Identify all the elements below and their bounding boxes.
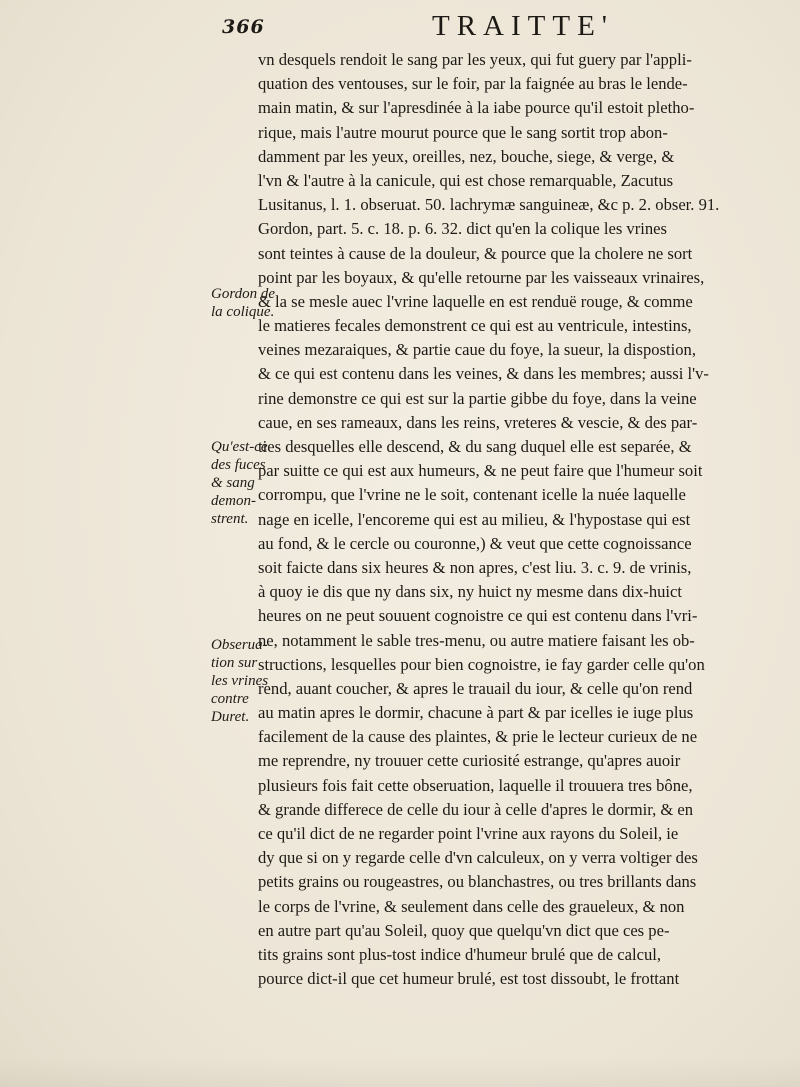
margin-note-line: Obserua-: [211, 637, 268, 653]
text-line: ties desquelles elle descend, & du sang duquel elle est separée, &: [258, 437, 692, 456]
margin-note-line: des fuces: [211, 457, 266, 473]
text-line: structions, lesquelles pour bien cognoistre, ie fay garder celle qu'on: [258, 654, 705, 674]
text-line: ce qu'il dict de ne regarder point l'vrine aux rayons du Soleil, ie: [258, 824, 679, 843]
text-line: facilement de la cause des plaintes, & prie le lecteur curieux de ne: [258, 727, 698, 747]
margin-note-line: Duret.: [211, 709, 250, 725]
text-line: main matin, & sur l'apresdinée à la iabe pource qu'il estoit pletho-: [258, 98, 695, 118]
text-line: le matieres fecales demonstrent ce qui est au ventricule, intestins,: [258, 316, 692, 336]
margin-note-gordon: [211, 285, 275, 321]
margin-note-line: demon-: [211, 493, 256, 509]
text-line: soit faicte dans six heures & non apres, c'est liu. 3. c. 9. de vrinis,: [258, 557, 692, 577]
text-line: veines mezaraiques, & partie caue du foye, la sueur, la dispostion,: [258, 340, 697, 360]
text-line: au fond, & le cercle ou couronne,) & veut que cette cognoissance: [258, 533, 692, 553]
text-line: plusieurs fois fait cette obseruation, laquelle il trouuera tres bône,: [258, 775, 693, 795]
margin-note-line: Qu'est-ce: [211, 439, 268, 455]
text-line: heures on ne peut souuent cognoistre ce qui est contenu dans l'vri-: [258, 606, 698, 626]
page-header: [0, 6, 800, 46]
margin-note-line: contre: [211, 691, 249, 707]
margin-note-line: Gordon de: [211, 286, 276, 302]
margin-note-line: les vrines: [211, 673, 269, 689]
text-line: en autre part qu'au Soleil, quoy que quelqu'vn dict que ces pe-: [258, 920, 670, 940]
page-number: 366: [222, 16, 265, 38]
margin-note-line: la colique.: [211, 304, 275, 320]
text-line: au matin apres le dormir, chacune à part & par icelles ie iuge plus: [258, 703, 694, 723]
text-line: rend, auant coucher, & apres le trauail du iour, & celle qu'on rend: [258, 678, 693, 698]
text-line: rique, mais l'autre mourut pource que le sang sortit trop abon-: [258, 122, 668, 142]
margin-note-line: & sang: [211, 475, 255, 491]
text-line: rine demonstre ce qui est sur la partie gibbe du foye, dans la veine: [258, 388, 697, 408]
text-line: ne, notamment le sable tres-menu, ou autre matiere faisant les ob-: [258, 630, 695, 650]
text-line: vn desquels rendoit le sang par les yeux, qui fut guery par l'appli-: [258, 50, 692, 69]
text-line: & grande differece de celle du iour à celle d'apres le dormir, & en: [258, 799, 694, 819]
text-line: me reprendre, ny trouuer cette curiosité estrange, qu'apres auoir: [258, 751, 681, 771]
text-line: point par les boyaux, & qu'elle retourne par les vaisseaux vrinaires,: [258, 267, 705, 287]
margin-note-observation-duret: [211, 636, 268, 726]
text-line: & ce qui est contenu dans les veines, & dans les membres; aussi l'v-: [258, 364, 709, 384]
text-line: pource dict-il que cet humeur brulé, est tost dissoubt, le frottant: [258, 969, 680, 989]
text-line: par suitte ce qui est aux humeurs, & ne peut faire que l'humeur soit: [258, 461, 703, 481]
text-line: Lusitanus, l. 1. obseruat. 50. lachrymæ sanguineæ, &c p. 2. obser. 91.: [258, 195, 720, 215]
text-line: sont teintes à cause de la douleur, & pource que la cholere ne sort: [258, 243, 693, 263]
text-line: caue, en ses rameaux, dans les reins, vreteres & vescie, & des par-: [258, 412, 698, 432]
text-line: nage en icelle, l'encoreme qui est au milieu, & l'hypostase qui est: [258, 509, 691, 529]
text-line: petits grains ou rougeastres, ou blanchastres, ou tres brillants dans: [258, 872, 697, 892]
running-title: TRAITTE': [432, 10, 615, 42]
text-line: damment par les yeux, oreilles, nez, bouche, siege, & verge, &: [258, 146, 675, 166]
text-line: Gordon, part. 5. c. 18. p. 6. 32. dict qu'en la colique les vrines: [258, 219, 667, 239]
text-line: dy que si on y regarde celle d'vn calculeux, on y verra voltiger des: [258, 848, 698, 868]
text-line: le corps de l'vrine, & seulement dans celle des graueleux, & non: [258, 896, 685, 916]
text-line: l'vn & l'autre à la canicule, qui est chose remarquable, Zacutus: [258, 170, 674, 190]
body-text: [258, 48, 788, 991]
margin-note-line: tion sur: [211, 655, 258, 671]
text-line: quation des ventouses, sur le foir, par la faignée au bras le lende-: [258, 74, 688, 94]
text-line: & la se mesle auec l'vrine laquelle en est renduë rouge, & comme: [258, 291, 693, 311]
margin-note-line: strent.: [211, 511, 249, 527]
page-shadow: [0, 1057, 800, 1087]
text-line: corrompu, que l'vrine ne le soit, contenant icelle la nuée laquelle: [258, 485, 686, 505]
text-line: tits grains sont plus-tost indice d'humeur brulé que de calcul,: [258, 944, 661, 964]
text-line: à quoy ie dis que ny dans six, ny huict ny mesme dans dix-huict: [258, 582, 682, 602]
margin-note-urine-demonstrates: [211, 438, 268, 528]
